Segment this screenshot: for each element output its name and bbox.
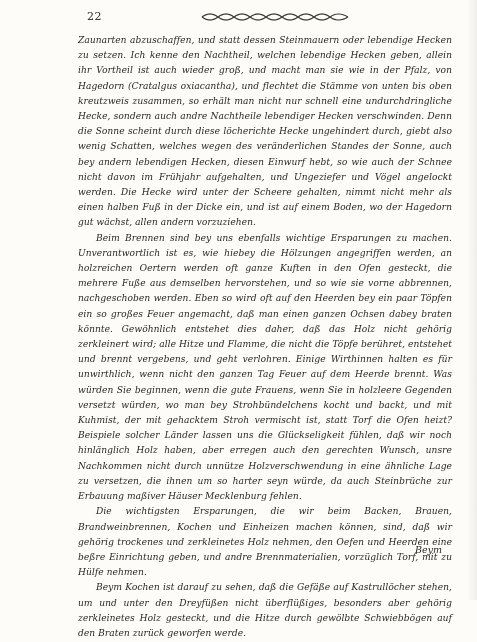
- header-ornament: [200, 10, 350, 24]
- body-text: [78, 34, 452, 642]
- catchword: Beym: [415, 545, 442, 556]
- page-number: 22: [87, 10, 102, 23]
- page-edge-shadow: [467, 0, 477, 600]
- paragraph-3: Die wichtigsten Ersparungen, die wir beim Backen, Brauen, Brandweinbrennen, Kochen und Einheizen machen können, sind, daß wir gehörig trockenes und zerkleinetes Holz nehmen, den Oefen und Heerden eine beßre Einrichtung geben, und andre Brennmaterialien, vorzüglich Torf, mit zu Hülfe nehmen.: [78, 507, 452, 579]
- paragraph-2: Beim Brennen sind bey uns ebenfalls wichtige Ersparungen zu machen. Unverantwortlich ist es, wie hiebey die Hölzungen angegriffen werden, an holzreichen Oertern werden oft ganze Kuften in den Ofen gesteckt, die mehrere Fuße aus demselben hervorstehen, und so wie sie vorne abbrennen, nachgeschoben werden. Eben so wird oft auf den Heerden bey ein paar Töpfen ein so großes Feuer angemacht, daß man einen ganzen Ochsen dabey braten könnte. Gewöhnlich entstehet dies daher, daß das Holz nicht gehörig zerkleinert wird; alle Hitze und Flamme, die nicht die Töpfe berühret, entstehet und brennt vergebens, und geht verlohren. Einige Wirthinnen halten es für unwirthlich, wenn nicht den ganzen Tag Feuer auf dem Heerde brennt. Was würden Sie beginnen, wenn die gute Frauens, wenn Sie in holzleere Gegenden versetzt würden, wo man bey Strohbündelchens kocht und backt, und mit Kuhmist, der mit gehacktem Stroh vermischt ist, statt Torf die Ofen heizt? Beispiele solcher Länder lassen uns die Glückseligkeit fühlen, daß wir noch hinlänglich Holz haben, aber erregen auch den gerechten Wunsch, unsre Nachkommen nicht durch unnütze Holzverschwendung in eine ähnliche Lage zu versetzen, die ihnen um so harter seyn würde, da auch Steinbrüche zur Erbauung maßiver Häuser Mecklenburg fehlen.: [78, 233, 452, 503]
- paragraph-1: Zaunarten abzuschaffen, und statt dessen Steinmauern oder lebendige Hecken zu setzen. Ich kenne den Nachtheil, welchen lebendige Hecken geben, allein ihr Vortheil ist auch wieder groß, und macht man sie wie in der Pfalz, von Hagedorn (Cratalgus oxiacantha), und flechtet die Stämme von unten bis oben kreutzweis zusammen, so erhält man nicht nur schnell eine undurchdringliche Hecke, sondern auch andre Nachtheile lebendiger Hecken verschwinden. Denn die Sonne scheint durch diese löcherichte Hecke ungehindert durch, giebt also wenig Schatten, welches wegen des veränderlichen Standes der Sonne, auch bey andern lebendigen Hecken, diesen Einwurf hebt, so wie auch der Schnee nicht davon im Frühjahr aufgehalten, und Ungeziefer und Vögel angelockt werden. Die Hecke wird unter der Scheere gehalten, nimmt nicht mehr als einen halben Fuß in der Dicke ein, und ist auf einem Boden, wo der Hagedorn gut wächst, allen andern vorzuziehen.: [78, 36, 452, 229]
- paragraph-4: Beym Kochen ist darauf zu sehen, daß die Gefäße auf Kastrullöcher stehen, um und unter den Dreyfüßen nicht überflüßiges, besonders aber gehörig zerkleinetes Holz gesteckt, und die Hitze durch gewölbte Schwiebbögen auf den Braten zurück geworfen werde.: [78, 583, 452, 639]
